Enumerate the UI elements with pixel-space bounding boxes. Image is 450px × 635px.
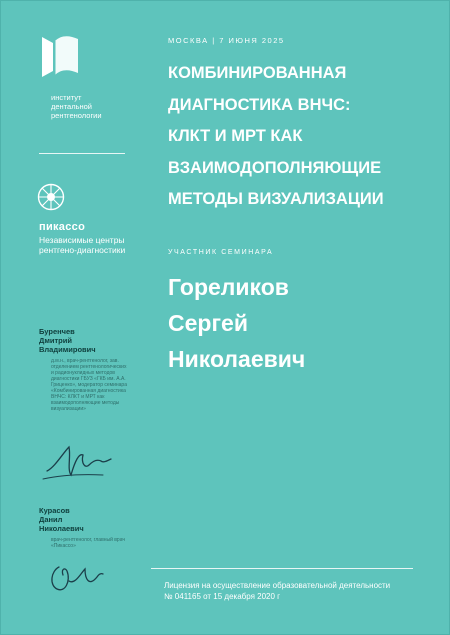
participant-label: УЧАСТНИК СЕМИНАРА [168,249,274,256]
seminar-title: КОМБИНИРОВАННАЯ ДИАГНОСТИКА ВНЧС: КЛКТ И МРТ КАК ВЗАИМОДОПОЛНЯЮЩИЕ МЕТОДЫ ВИЗУАЛИЗАЦИИ [168,64,384,208]
institute-name: институт дентальной рентгенологии [51,93,102,120]
picasso-name: пикассо [39,221,86,233]
signature-1 [41,441,121,483]
signatory-2-description: врач-рентгенолог, главный врач «Пикассо» [51,537,125,549]
city-date: МОСКВА | 7 ИЮНЯ 2025 [168,36,285,45]
signature-2 [45,559,107,595]
signatory-2-name: Курасов Данил Николаевич [39,506,84,533]
institute-logo-icon [39,31,81,83]
signatory-2 [39,506,129,549]
divider [39,153,125,154]
signatory-1-description: д.м.н., врач-рентгенолог, зав. отделением рентгенологических и радионуклидных методов диагностики ГБУЗ «ГКБ им. А.А. Гриценко», модератор семинара «Комбинированная диагностика ВНЧС: КЛКТ и МРТ как взаимодополняющие методы визуализации» [51,358,127,412]
participant-name: Гореликов Сергей Николаевич [168,274,306,372]
picasso-description: Независимые центры рентгено-диагностики [39,235,126,255]
license-divider [151,568,413,569]
license-info: Лицензия на осуществление образовательной деятельности № 041165 от 15 декабря 2020 г [164,581,391,601]
signatory-1 [39,327,129,412]
picasso-logo-icon [37,183,65,211]
signatory-1-name: Буренчев Дмитрий Владимирович [39,327,96,354]
left-column [1,1,136,635]
